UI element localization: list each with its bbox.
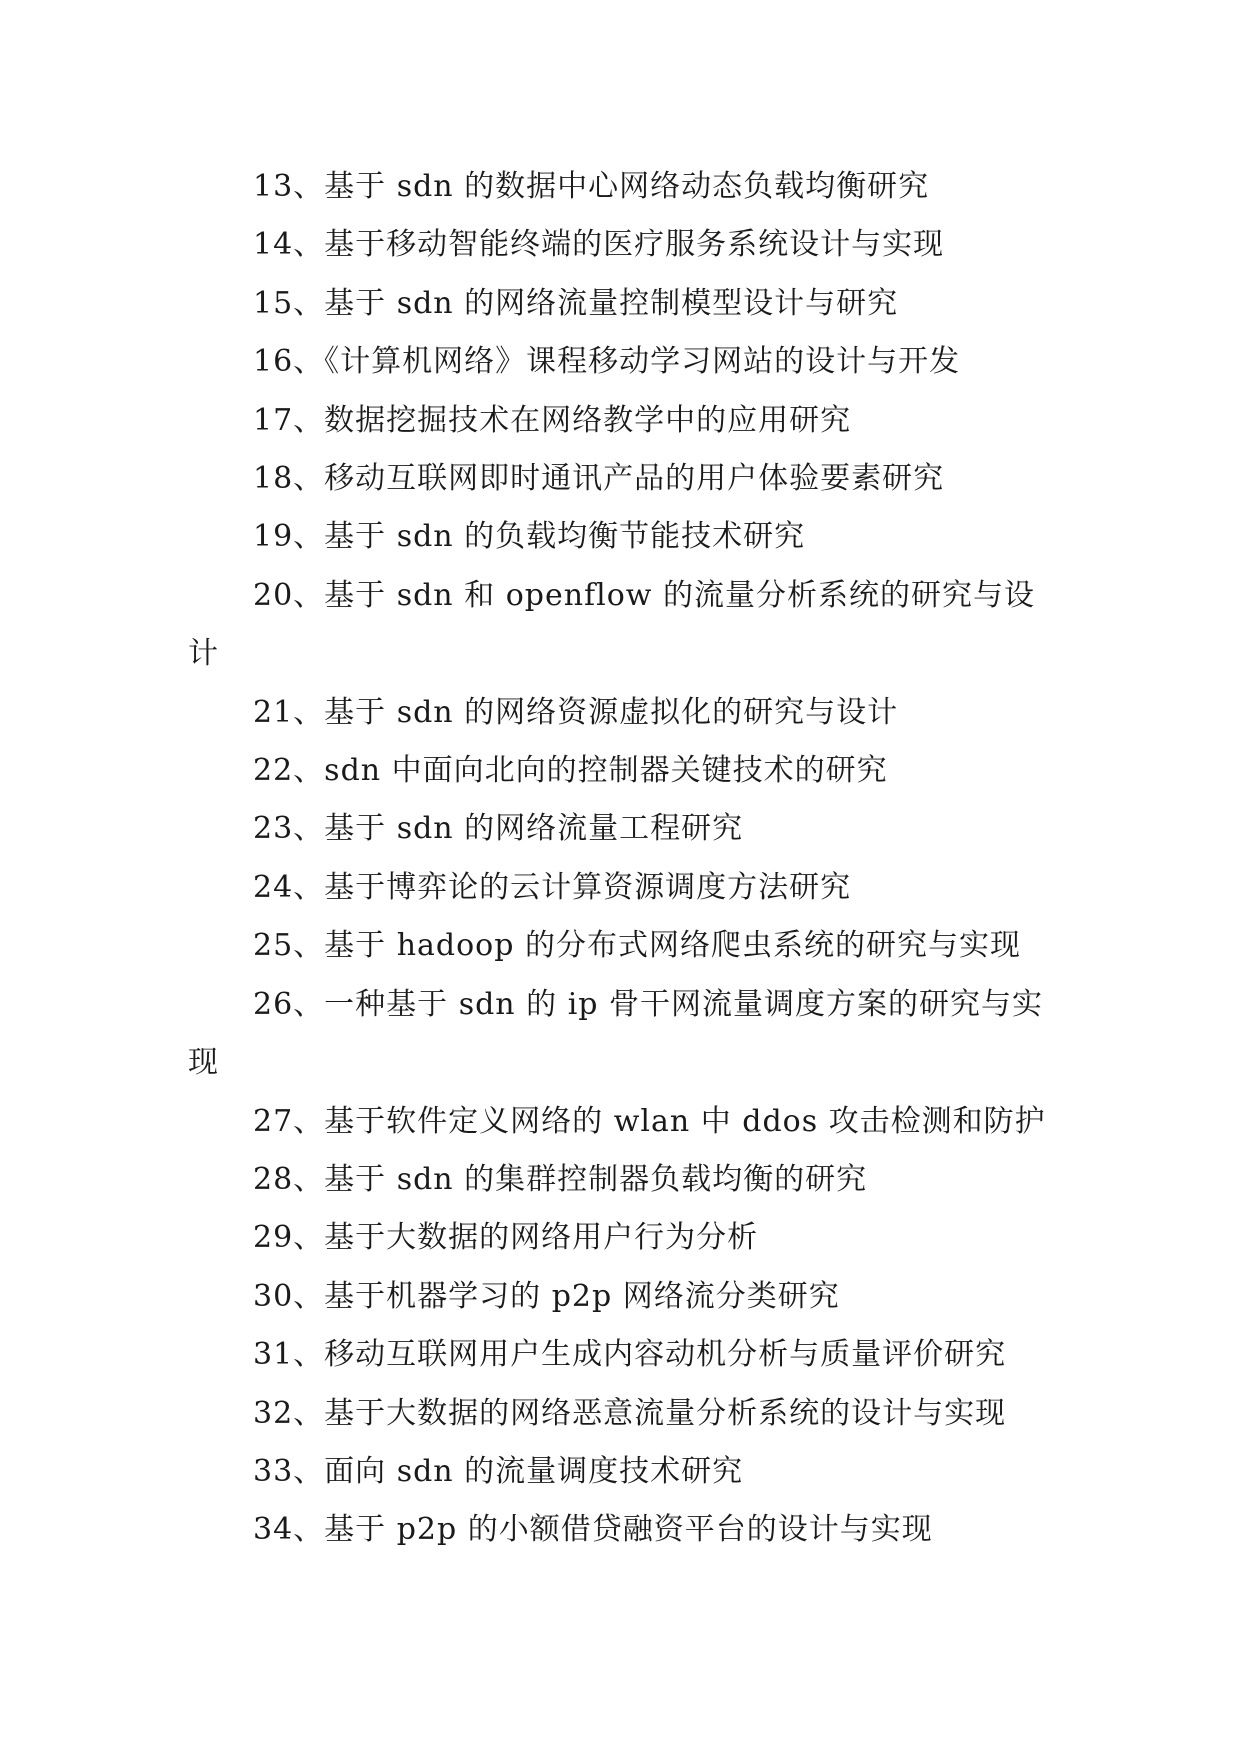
- list-item: 19、基于 sdn 的负载均衡节能技术研究: [253, 519, 806, 555]
- topic-list: [188, 158, 1058, 1560]
- list-item: 24、基于博弈论的云计算资源调度方法研究: [253, 869, 852, 905]
- list-item: 27、基于软件定义网络的 wlan 中 ddos 攻击检测和防护: [253, 1103, 1046, 1139]
- list-item: 22、sdn 中面向北向的控制器关键技术的研究: [253, 753, 888, 789]
- list-item: 30、基于机器学习的 p2p 网络流分类研究: [253, 1278, 840, 1314]
- list-item: 34、基于 p2p 的小额借贷融资平台的设计与实现: [253, 1512, 933, 1548]
- list-item: 28、基于 sdn 的集群控制器负载均衡的研究: [253, 1161, 868, 1197]
- list-item: 29、基于大数据的网络用户行为分析: [253, 1220, 759, 1256]
- list-item: 15、基于 sdn 的网络流量控制模型设计与研究: [253, 285, 899, 321]
- list-item: 25、基于 hadoop 的分布式网络爬虫系统的研究与实现: [253, 928, 1021, 964]
- list-item: 33、面向 sdn 的流量调度技术研究: [253, 1453, 744, 1489]
- list-item: 14、基于移动智能终端的医疗服务系统设计与实现: [253, 227, 945, 263]
- list-item: 18、移动互联网即时通讯产品的用户体验要素研究: [253, 461, 945, 497]
- list-item: 13、基于 sdn 的数据中心网络动态负载均衡研究: [253, 169, 930, 204]
- list-item: 31、移动互联网用户生成内容动机分析与质量评价研究: [253, 1337, 1007, 1373]
- list-item: 20、基于 sdn 和 openflow 的流量分析系统的研究与设计: [188, 577, 1036, 672]
- list-item: 23、基于 sdn 的网络流量工程研究: [253, 811, 744, 847]
- list-item: 21、基于 sdn 的网络资源虚拟化的研究与设计: [253, 694, 899, 730]
- list-item: 26、一种基于 sdn 的 ip 骨干网流量调度方案的研究与实现: [188, 986, 1044, 1081]
- list-item: 17、数据挖掘技术在网络教学中的应用研究: [253, 402, 852, 438]
- list-item: 32、基于大数据的网络恶意流量分析系统的设计与实现: [253, 1395, 1007, 1431]
- list-item: 16、《计算机网络》课程移动学习网站的设计与开发: [253, 344, 961, 380]
